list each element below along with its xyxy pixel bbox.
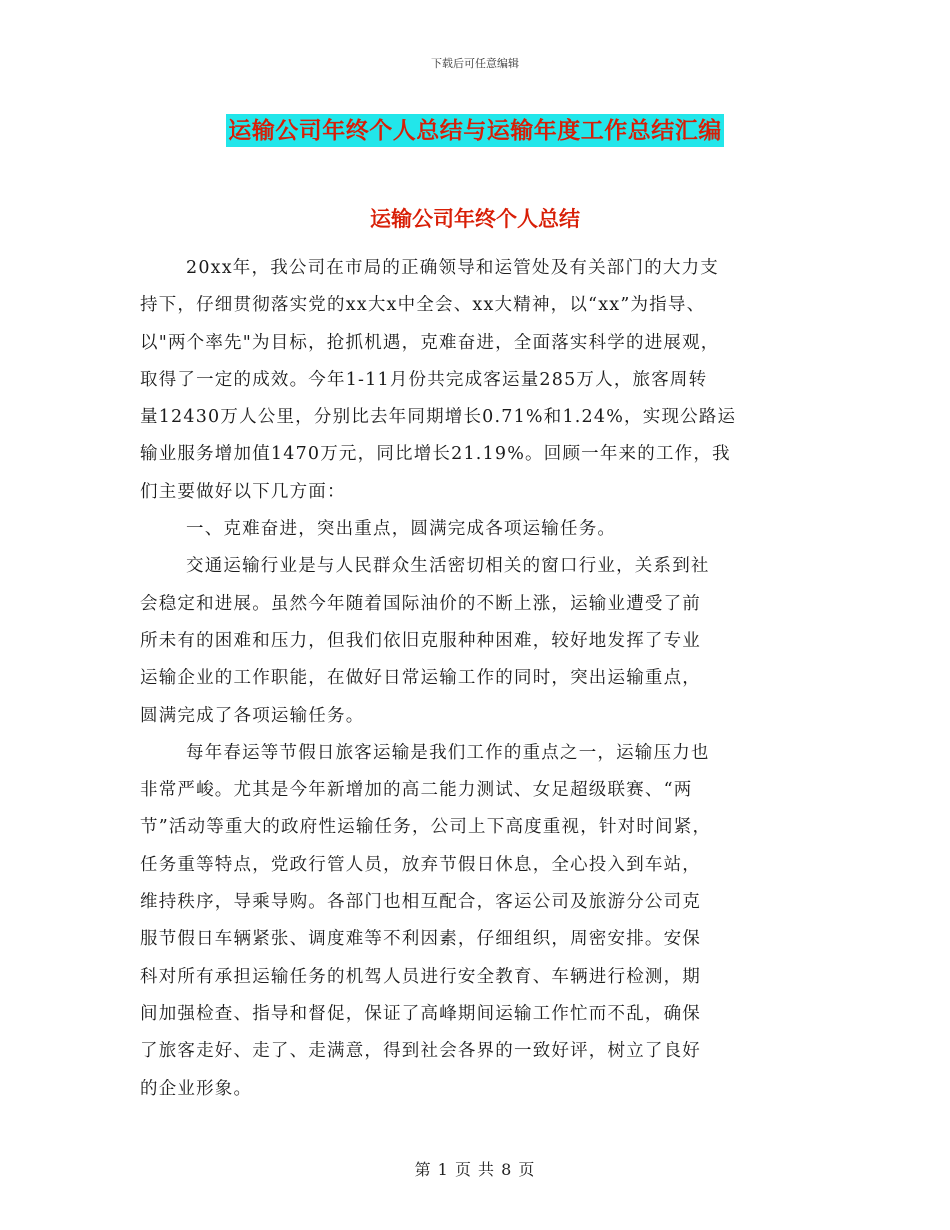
document-title: 运输公司年终个人总结与运输年度工作总结汇编 — [226, 114, 724, 147]
text-line: 间加强检查、指导和督促，保证了高峰期间运输工作忙而不乱，确保 — [140, 1003, 701, 1024]
text-line: 一、克难奋进，突出重点，圆满完成各项运输任务。 — [186, 519, 617, 540]
header-note: 下载后可任意编辑 — [431, 57, 519, 70]
text-line: 圆满完成了各项运输任务。 — [140, 705, 365, 726]
text-line: 20xx年，我公司在市局的正确领导和运管处及有关部门的大力支 — [186, 258, 720, 278]
text-line: 输业服务增加值1470万元，同比增长21.19%。回顾一年来的工作，我 — [140, 444, 731, 465]
text-line: 服节假日车辆紧张、调度难等不利因素，仔细组织，周密安排。安保 — [140, 929, 701, 950]
text-line: 运输企业的工作职能，在做好日常运输工作的同时，突出运输重点， — [140, 668, 701, 689]
text-line: 会稳定和进展。虽然今年随着国际油价的不断上涨，运输业遭受了前 — [140, 593, 701, 614]
text-line: 所未有的困难和压力，但我们依旧克服种种困难，较好地发挥了专业 — [140, 630, 701, 651]
text-line: 持下，仔细贯彻落实党的xx大x中全会、xx大精神，以“xx”为指导、 — [140, 295, 706, 316]
text-line: 节”活动等重大的政府性运输任务，公司上下高度重视，针对时间紧， — [140, 817, 712, 838]
text-line: 非常严峻。尤其是今年新增加的高二能力测试、女足超级联赛、“两 — [140, 780, 693, 801]
text-line: 任务重等特点，党政行管人员，放弃节假日休息，全心投入到车站， — [140, 854, 701, 875]
text-line: 了旅客走好、走了、走满意，得到社会各界的一致好评，树立了良好 — [140, 1041, 701, 1062]
text-line: 维持秩序，导乘导购。各部门也相互配合，客运公司及旅游分公司克 — [140, 892, 701, 913]
text-line: 以"两个率先"为目标，抢抓机遇，克难奋进，全面落实科学的进展观， — [140, 332, 720, 353]
page-footer: 第 1 页 共 8 页 — [414, 1160, 536, 1179]
section-title: 运输公司年终个人总结 — [370, 206, 580, 231]
text-line: 科对所有承担运输任务的机驾人员进行安全教育、车辆进行检测，期 — [140, 966, 701, 987]
text-line: 每年春运等节假日旅客运输是我们工作的重点之一，运输压力也 — [186, 742, 710, 763]
text-line: 交通运输行业是与人民群众生活密切相关的窗口行业，关系到社 — [186, 556, 710, 577]
text-line: 量12430万人公里，分别比去年同期增长0.71%和1.24%，实现公路运 — [140, 407, 737, 428]
body-text — [140, 250, 820, 1108]
text-line: 取得了一定的成效。今年1-11月份共完成客运量285万人，旅客周转 — [140, 369, 708, 390]
text-line: 们主要做好以下几方面： — [140, 481, 346, 502]
text-line: 的企业形象。 — [140, 1078, 253, 1099]
document-title-wrapper — [0, 112, 950, 145]
